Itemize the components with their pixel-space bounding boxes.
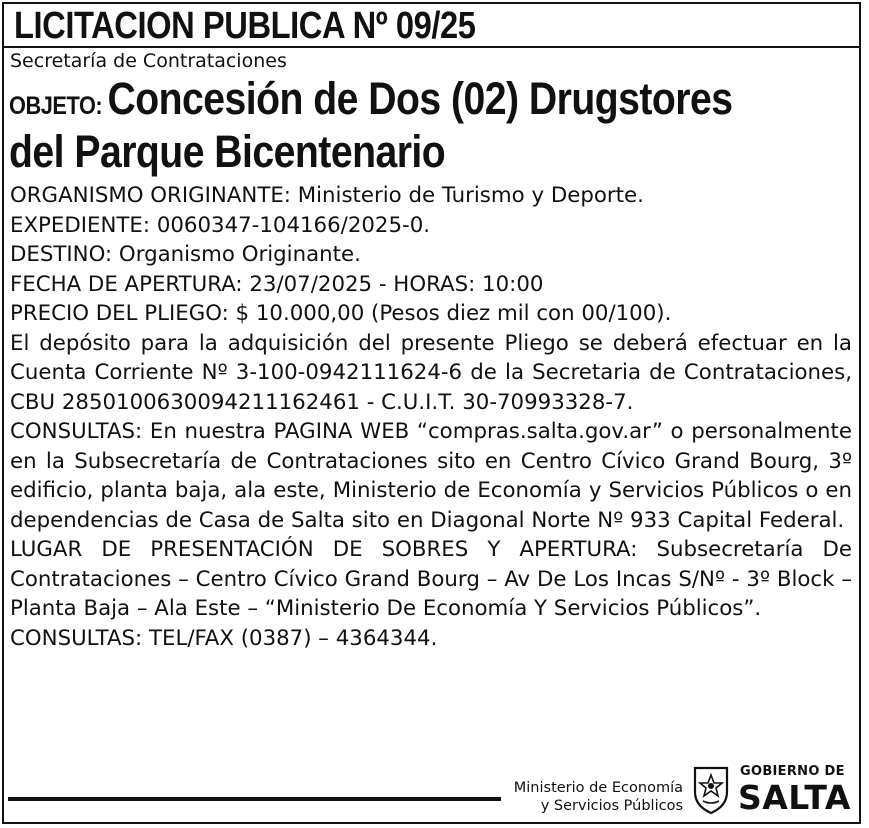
lugar-paragraph: LUGAR DE PRESENTACIÓN DE SOBRES Y APERTURA: Subsecretaría De Contrataciones – Centro Cívico Grand Bourg – Av De Los Incas S/Nº - 3º Block – Planta Baja – Ala Este – “Ministerio De Economía Y Servicios Públicos”. bbox=[10, 537, 852, 621]
objeto-line-1: Concesión de Dos (02) Drugstores bbox=[107, 73, 733, 124]
gobierno-de-label: GOBIERNO DE bbox=[740, 764, 845, 779]
consultas-tel-line: CONSULTAS: TEL/FAX (0387) – 4364344. bbox=[10, 625, 438, 651]
ministerio-label bbox=[508, 779, 683, 815]
notice-title: LICITACION PUBLICA Nº 09/25 bbox=[14, 5, 476, 47]
fecha-line: FECHA DE APERTURA: 23/07/2025 - HORAS: 10:00 bbox=[10, 271, 544, 297]
notice-body bbox=[10, 181, 852, 653]
salta-wordmark: SALTA bbox=[738, 778, 851, 817]
ministerio-line-1: Ministerio de Economía bbox=[513, 780, 683, 796]
bottom-rule bbox=[8, 797, 501, 801]
expediente-line: EXPEDIENTE: 0060347-104166/2025-0. bbox=[10, 212, 431, 238]
objeto-line-2: del Parque Bicentenario bbox=[9, 126, 446, 177]
objeto-label: OBJETO: bbox=[9, 92, 103, 120]
deposito-paragraph: El depósito para la adquisición del presente Pliego se deberá efectuar en la Cuenta Corriente Nº 3-100-0942111624-6 de la Secretaria de Contrataciones, CBU 2850100630094211162461 - C.U.I.T. 30-70993328-7. bbox=[10, 330, 852, 415]
objeto-heading bbox=[9, 73, 859, 177]
office-name: Secretaría de Contrataciones bbox=[10, 50, 287, 72]
organismo-line: ORGANISMO ORIGINANTE: Ministerio de Turismo y Deporte. bbox=[10, 183, 644, 208]
title-bar bbox=[4, 4, 859, 48]
consultas-web-paragraph: CONSULTAS: En nuestra PAGINA WEB “compras.salta.gov.ar” o personalmente en la Subsecretaría de Contrataciones sito en Centro Cívico Grand Bourg, 3º edificio, planta baja, ala este, Ministerio de Economía y Servicios Públicos o en dependencias de Casa de Salta sito en Diagonal Norte Nº 933 Capital Federal. bbox=[10, 419, 852, 533]
salta-coat-of-arms-icon bbox=[689, 764, 733, 816]
precio-line: PRECIO DEL PLIEGO: $ 10.000,00 (Pesos diez mil con 00/100). bbox=[10, 301, 672, 326]
destino-line: DESTINO: Organismo Originante. bbox=[10, 242, 361, 267]
ministerio-line-2: y Servicios Públicos bbox=[540, 798, 683, 814]
